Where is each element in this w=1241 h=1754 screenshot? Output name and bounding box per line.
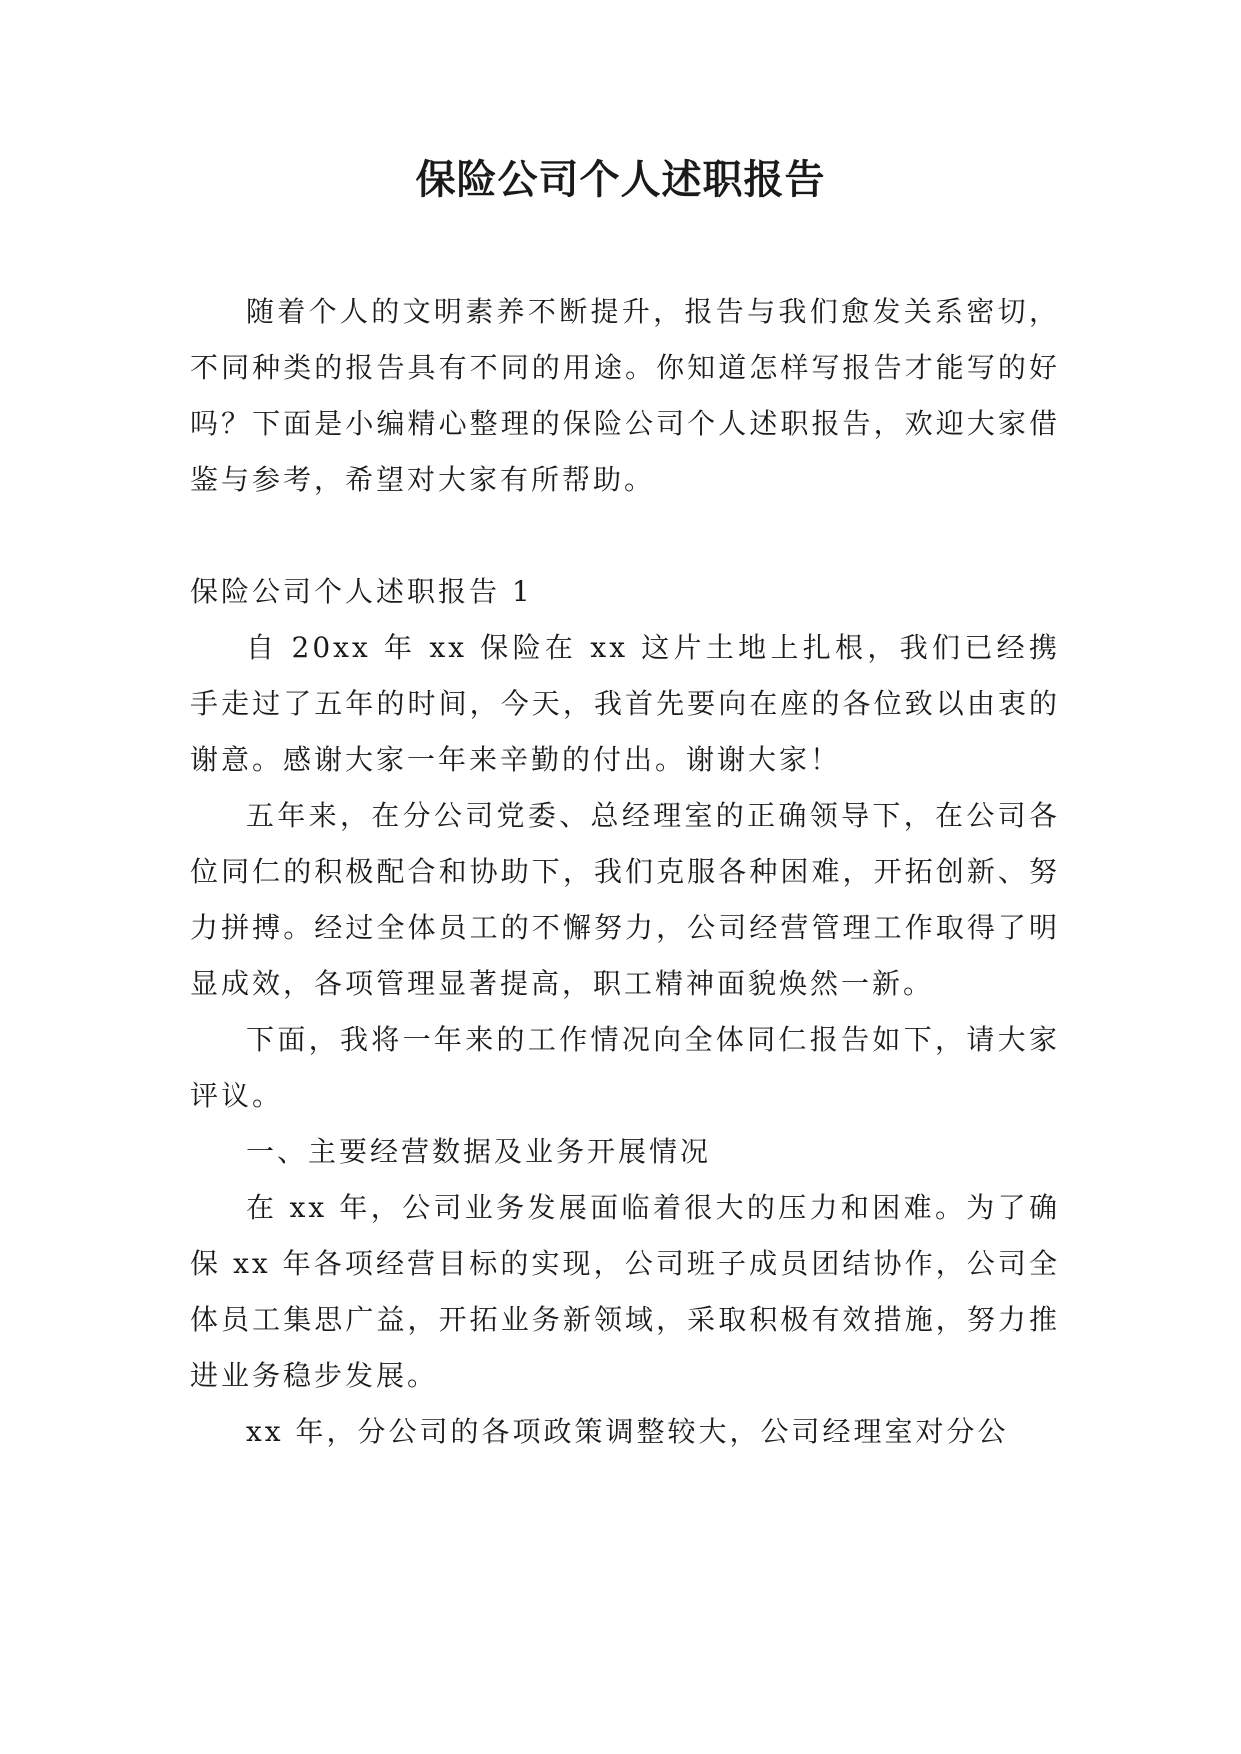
body-paragraph: 五年来，在分公司党委、总经理室的正确领导下，在公司各位同仁的积极配合和协助下，我们克服各种困难，开拓创新、努力拼搏。经过全体员工的不懈努力，公司经营管理工作取得了明显成效，各项管理显著提高，职工精神面貌焕然一新。 xyxy=(190,799,1060,1000)
intro-paragraph: 随着个人的文明素养不断提升，报告与我们愈发关系密切，不同种类的报告具有不同的用途。你知道怎样写报告才能写的好吗？下面是小编精心整理的保险公司个人述职报告，欢迎大家借鉴与参考，希望对大家有所帮助。 xyxy=(190,295,1060,496)
body-paragraph: 在 xx 年，公司业务发展面临着很大的压力和困难。为了确保 xx 年各项经营目标的实现，公司班子成员团结协作，公司全体员工集思广益，开拓业务新领域，采取积极有效措施，努力推进业务稳步发展。 xyxy=(190,1191,1060,1392)
section-heading: 保险公司个人述职报告 1 xyxy=(190,575,533,608)
document-title: 保险公司个人述职报告 xyxy=(415,156,826,203)
document-body xyxy=(190,284,1060,1460)
body-paragraph: xx 年，分公司的各项政策调整较大，公司经理室对分公 xyxy=(246,1415,1009,1448)
body-paragraph: 下面，我将一年来的工作情况向全体同仁报告如下，请大家评议。 xyxy=(190,1023,1060,1112)
body-paragraph: 自 20xx 年 xx 保险在 xx 这片土地上扎根，我们已经携手走过了五年的时间，今天，我首先要向在座的各位致以由衷的谢意。感谢大家一年来辛勤的付出。谢谢大家！ xyxy=(190,631,1060,776)
subsection-heading: 一、主要经营数据及业务开展情况 xyxy=(246,1135,712,1168)
